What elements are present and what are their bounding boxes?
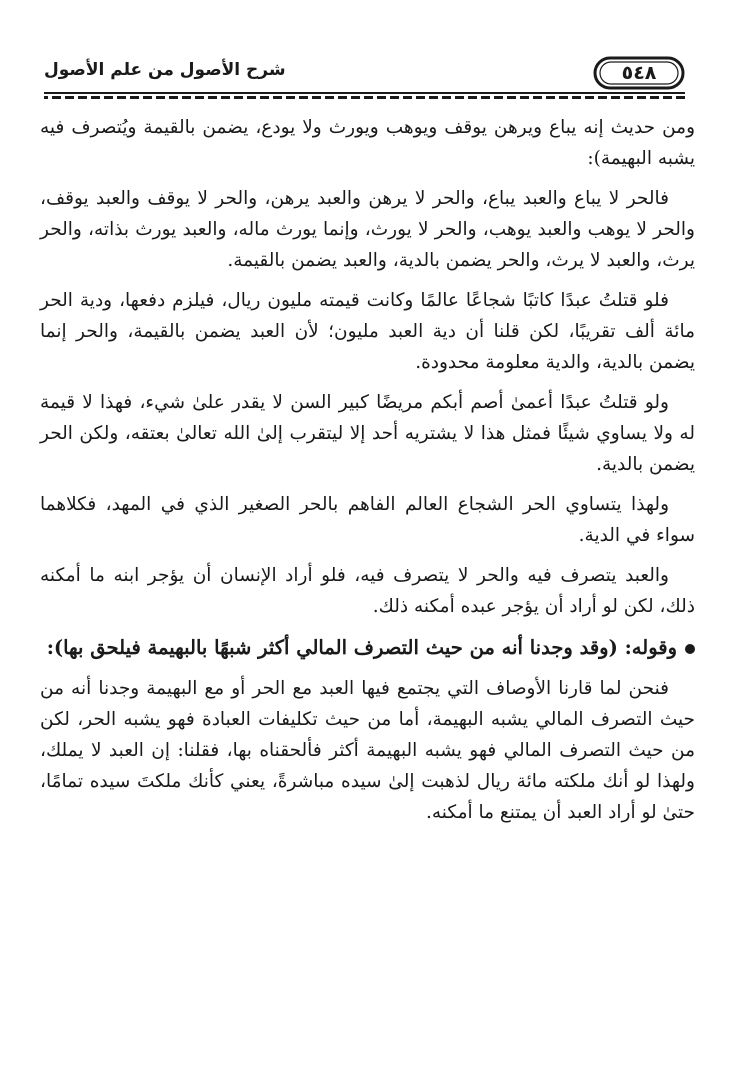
paragraph-5: ولهذا يتساوي الحر الشجاع العالم الفاهم بالحر الصغير الذي في المهد، فكلاهما سواء في الدية.: [40, 494, 695, 546]
bullet-dot-icon: [685, 644, 695, 654]
paragraph-3: فلو قتلتُ عبدًا كاتبًا شجاعًا عالمًا وكانت قيمته مليون ريال، فيلزم دفعها، ودية الحر مائة ألف تقريبًا، لكن قلنا أن دية العبد مليون؛ لأن العبد يضمن بالقيمة، والحر إنما يضمن بالدية، والدية معلومة محدودة.: [40, 290, 695, 373]
header-divider-dashes: [44, 96, 685, 99]
paragraph-6: والعبد يتصرف فيه والحر لا يتصرف فيه، فلو أراد الإنسان أن يؤجر ابنه ما أمكنه ذلك، لكن لو أراد أن يؤجر عبده أمكنه ذلك.: [40, 565, 695, 617]
page-number: ٥٤٨: [621, 62, 657, 84]
header-divider: [44, 92, 685, 102]
header-divider-line: [44, 92, 685, 94]
quoted-bullet: [40, 631, 695, 664]
paragraph-7: فنحن لما قارنا الأوصاف التي يجتمع فيها العبد مع الحر أو مع البهيمة وجدنا أنه من حيث التصرف المالي يشبه البهيمة، أما من حيث تكليفات العبادة فهو يشبه الحر، لكن من حيث التصرف المالي فهو يشبه البهيمة أكثر فألحقناه بها، فقلنا: إن العبد لا يملك، ولهذا لو أنك ملكته مائة ريال لذهبت إلىٰ سيده مباشرةً، يعني كأنك ملكتَ سيده تمامًا، حتىٰ لو أراد العبد أن يمتنع ما أمكنه.: [40, 678, 695, 823]
paragraph-4: ولو قتلتُ عبدًا أعمىٰ أصم أبكم مريضًا كبير السن لا يقدر علىٰ شيء، فهذا لا قيمة له ولا يساوي شيئًا فمثل هذا لا يشتريه أحد إلا ليتقرب إلىٰ الله تعالىٰ بعتقه، ولكن الحر يضمن بالدية.: [40, 392, 695, 475]
page-body: [40, 112, 695, 837]
paragraph-1: ومن حديث إنه يباع ويرهن يوقف ويوهب ويورث ولا يودع، يضمن بالقيمة ويُتصرف فيه يشبه البهيمة):: [40, 117, 695, 169]
page-number-badge: [593, 56, 685, 90]
bullet-text: (وقد وجدنا أنه من حيث التصرف المالي أكثر شبهًا بالبهيمة فيلحق بها):: [46, 636, 618, 659]
paragraph-2: فالحر لا يباع والعبد يباع، والحر لا يرهن والعبد يرهن، والحر لا يوقف والعبد يوقف، والحر لا يوهب والعبد يوهب، والحر لا يورث، وإنما يورث ماله، والعبد يورث بذاته، والحر يرث، والعبد لا يرث، والحر يضمن بالدية، والعبد يضمن بالقيمة.: [40, 188, 695, 271]
bullet-label: وقوله:: [624, 636, 677, 659]
page-header: [44, 56, 685, 92]
running-title: شرح الأصول من علم الأصول: [44, 60, 286, 80]
